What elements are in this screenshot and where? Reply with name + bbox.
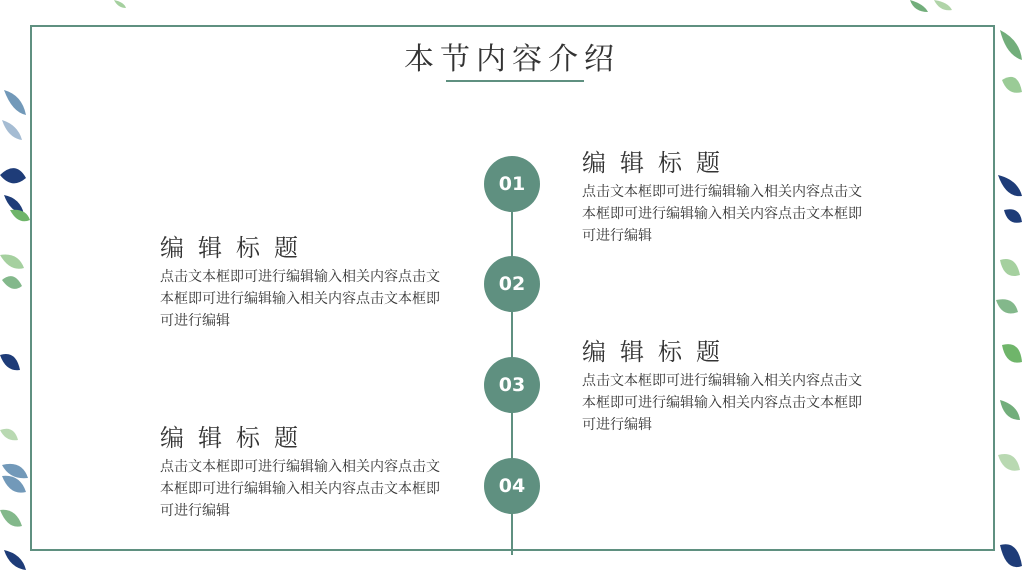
timeline-node-03[interactable]: 03 <box>484 357 540 413</box>
item-heading[interactable]: 编辑标题 <box>582 149 734 177</box>
timeline-node-01[interactable]: 01 <box>484 156 540 212</box>
leaf-decoration-right-icon <box>994 0 1024 576</box>
item-body[interactable]: 点击文本框即可进行编辑输入相关内容点击文本框即可进行编辑输入相关内容点击文本框即可进行编辑 <box>582 184 862 244</box>
timeline-node-02[interactable]: 02 <box>484 256 540 312</box>
leaf-decoration-left-bottom-icon <box>0 470 34 576</box>
item-body[interactable]: 点击文本框即可进行编辑输入相关内容点击文本框即可进行编辑输入相关内容点击文本框即可进行编辑 <box>582 373 862 433</box>
content-item-04 <box>160 418 460 522</box>
content-item-03 <box>582 332 882 436</box>
slide-title[interactable]: 本节内容介绍 <box>404 42 620 77</box>
timeline-node-04[interactable]: 04 <box>484 458 540 514</box>
content-item-02 <box>160 228 460 332</box>
item-body[interactable]: 点击文本框即可进行编辑输入相关内容点击文本框即可进行编辑输入相关内容点击文本框即可进行编辑 <box>160 269 440 329</box>
leaf-decoration-left-icon <box>0 80 34 480</box>
item-heading[interactable]: 编辑标题 <box>582 338 734 366</box>
item-heading[interactable]: 编辑标题 <box>160 424 312 452</box>
title-underline <box>446 80 584 82</box>
item-body[interactable]: 点击文本框即可进行编辑输入相关内容点击文本框即可进行编辑输入相关内容点击文本框即可进行编辑 <box>160 459 440 519</box>
leaf-decoration-top-left-icon <box>110 0 130 10</box>
content-item-01 <box>582 143 882 247</box>
leaf-decoration-top-icon <box>900 0 960 14</box>
item-heading[interactable]: 编辑标题 <box>160 234 312 262</box>
